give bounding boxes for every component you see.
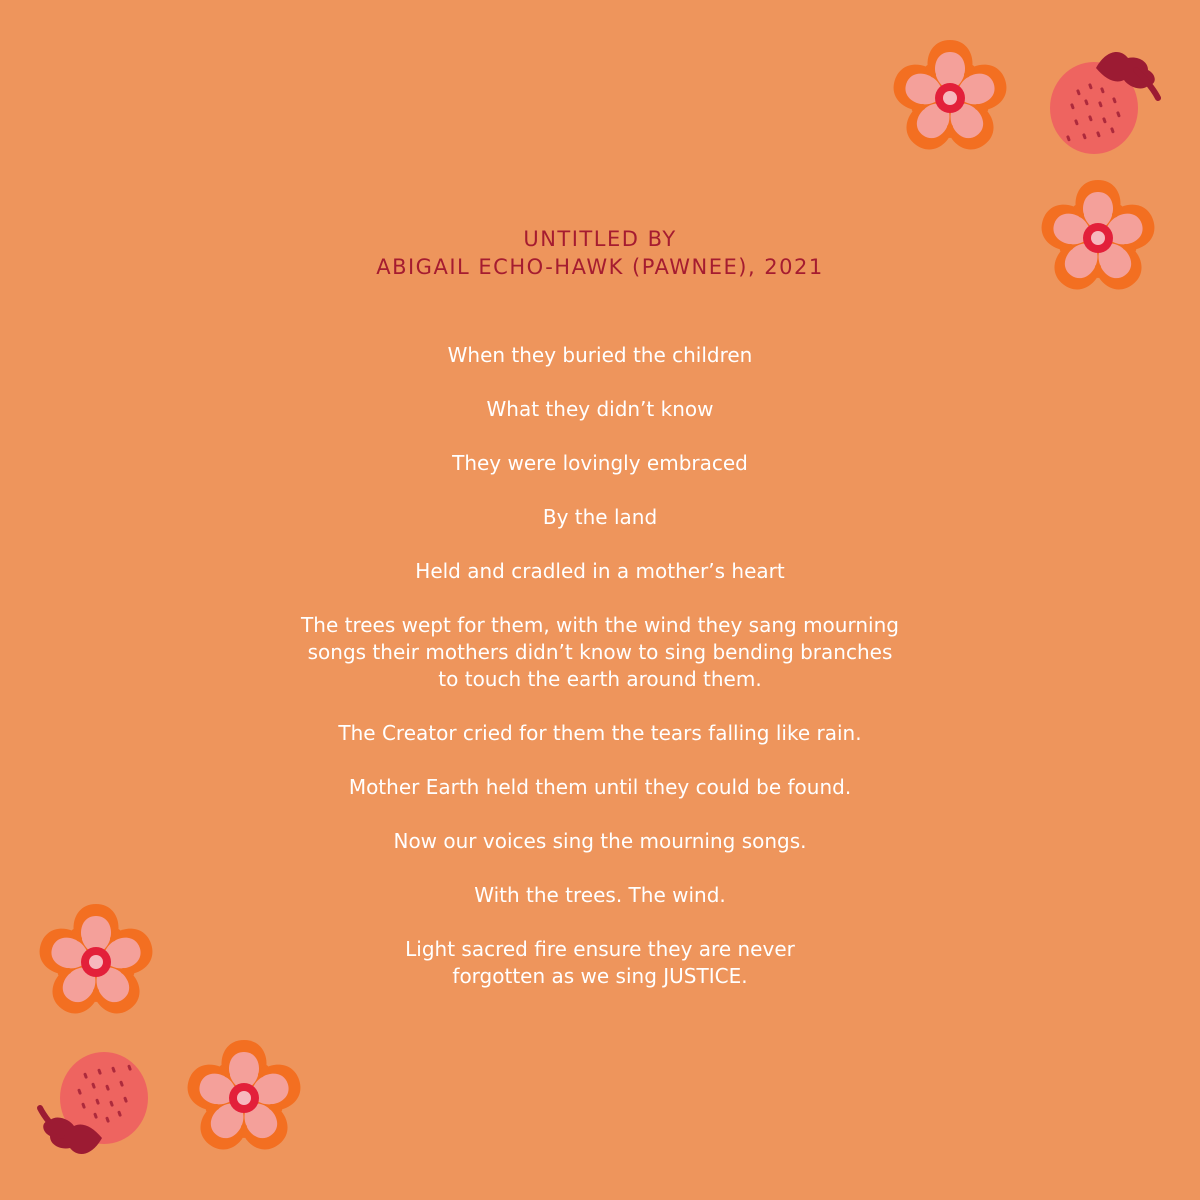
stanza-11-line-2: forgotten as we sing JUSTICE. [452, 964, 748, 988]
stanza-5: Held and cradled in a mother’s heart [415, 559, 785, 583]
stanza-6-line-2: songs their mothers didn’t know to sing bending branches [307, 640, 893, 664]
stanza-11-line-1: Light sacred fire ensure they are never [405, 937, 795, 961]
stanza-6 [0, 612, 1200, 693]
strawberry-shape [40, 1052, 148, 1154]
strawberry-icon [32, 1046, 162, 1166]
stanza-11 [0, 936, 1200, 990]
flower-icon [182, 1036, 306, 1160]
stanza-3: They were lovingly embraced [452, 451, 748, 475]
stanza-10: With the trees. The wind. [474, 883, 726, 907]
flower-icon [34, 900, 158, 1024]
stanza-8: Mother Earth held them until they could be found. [348, 775, 852, 799]
flower-icon [888, 36, 1012, 160]
stanza-4: By the land [542, 505, 658, 529]
flower-shape [182, 1040, 306, 1158]
poem-title [0, 225, 1200, 281]
flower-shape [1036, 180, 1160, 298]
poem-title-line: UNTITLED BY [523, 227, 677, 251]
stanza-2: What they didn’t know [486, 397, 714, 421]
poem-body [0, 342, 1200, 1017]
flower-icon [1036, 176, 1160, 300]
flower-shape [888, 40, 1012, 158]
strawberry-shape [1050, 52, 1158, 154]
flower-shape [34, 904, 158, 1022]
stanza-1: When they buried the children [447, 343, 753, 367]
stanza-6-line-1: The trees wept for them, with the wind they sang mourning [301, 613, 899, 637]
strawberry-icon [1036, 40, 1166, 160]
poem-author-line: ABIGAIL ECHO-HAWK (PAWNEE), 2021 [376, 255, 824, 279]
stanza-9: Now our voices sing the mourning songs. [393, 829, 807, 853]
stanza-6-line-3: to touch the earth around them. [438, 667, 762, 691]
stanza-7: The Creator cried for them the tears falling like rain. [338, 721, 862, 745]
